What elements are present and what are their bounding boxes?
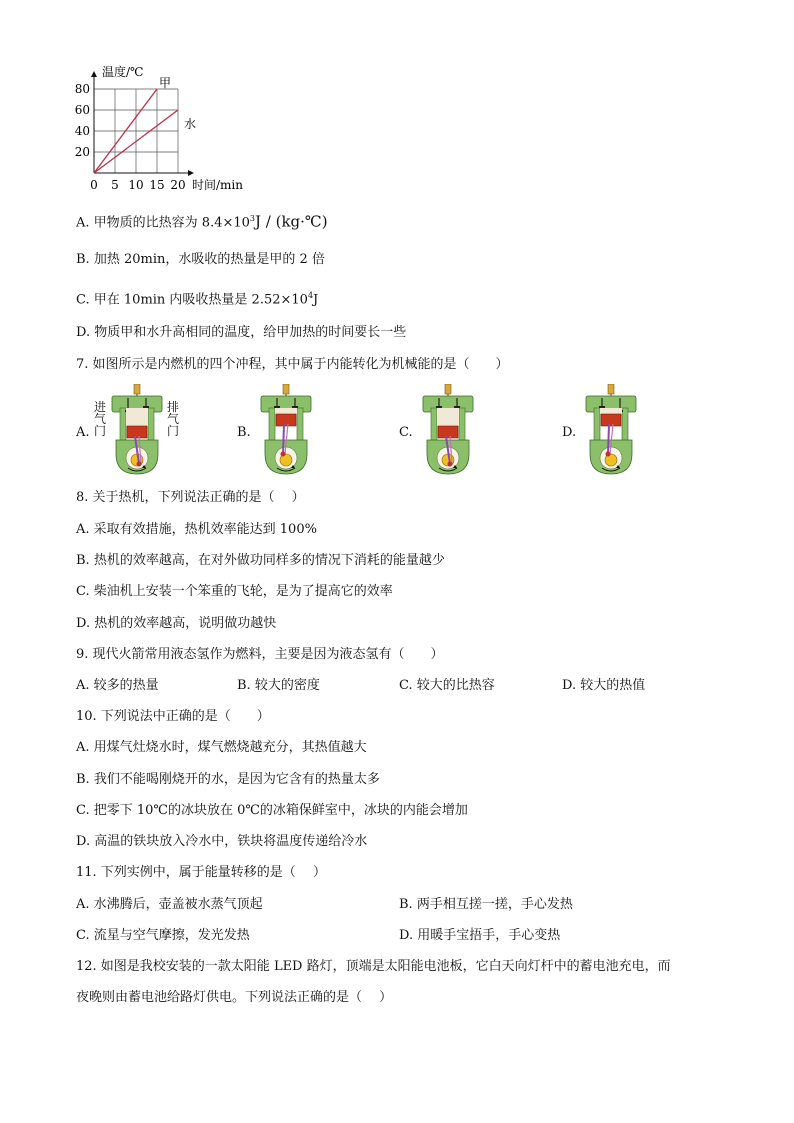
q10-option-c[interactable]: C. 把零下 10℃的冰块放在 0℃的冰箱保鲜室中，冰块的内能会增加 (76, 803, 468, 818)
intake-valve-icon (436, 406, 442, 408)
cylinder-wall-right (622, 408, 628, 444)
cylinder-wall-right (297, 408, 303, 444)
combustion-chamber (126, 408, 148, 426)
q6-option-a[interactable] (76, 210, 328, 232)
q8-option-d[interactable]: D. 热机的效率越高，说明做功越快 (76, 616, 277, 631)
y-tick-label: 40 (74, 124, 90, 138)
q9-option-d[interactable]: D. 较大的热值 (562, 678, 646, 693)
crank-pin-icon (606, 452, 611, 457)
q9-option-a[interactable]: A. 较多的热量 (76, 678, 159, 693)
chart-ticks (75, 82, 186, 192)
x-tick-label: 15 (149, 178, 165, 192)
cylinder-wall-left (594, 408, 600, 444)
q11-option-a[interactable]: A. 水沸腾后，壶盖被水蒸气顶起 (76, 897, 263, 912)
option-letter: A. (76, 215, 90, 231)
spark-plug (608, 384, 614, 394)
q12-stem-line-2: 夜晚则由蓄电池给路灯供电。下列说法正确的是（ ） (76, 990, 393, 1005)
cylinder-wall-left (269, 408, 275, 444)
connecting-rod (608, 424, 609, 454)
chart-axes (91, 71, 197, 176)
q8-option-a[interactable]: A. 采取有效措施，热机效率能达到 100% (76, 522, 317, 537)
q7-option-a[interactable]: A. (76, 425, 90, 440)
option-text-unit: J / (kg·℃) (255, 212, 328, 231)
y-tick-label: 80 (74, 82, 90, 96)
y-axis-arrow (91, 71, 97, 77)
q10-option-d[interactable]: D. 高温的铁块放入冷水中，铁块将温度传递给冷水 (76, 834, 368, 849)
option-letter: C. (76, 292, 90, 308)
chart-grid (94, 89, 178, 173)
q7-stem: 7. 如图所示是内燃机的四个冲程，其中属于内能转化为机械能的是（ ） (76, 357, 509, 372)
x-axis-arrow (188, 170, 194, 176)
piston-icon (127, 426, 147, 438)
combustion-chamber (437, 408, 459, 426)
crank-pin-icon (281, 452, 286, 457)
cylinder-wall-left (431, 408, 437, 444)
q9-option-c[interactable]: C. 较大的比热容 (399, 678, 495, 693)
option-letter: D. (76, 325, 91, 340)
engine-diagram-c (417, 384, 479, 476)
exhaust-valve-icon (143, 406, 149, 408)
spark-plug (445, 384, 451, 394)
y-tick-label: 20 (74, 145, 90, 159)
x-tick-label: 20 (170, 178, 186, 192)
q6-option-b[interactable] (76, 251, 325, 269)
engine-diagram-a (106, 384, 168, 476)
piston-icon (438, 426, 458, 438)
q10-option-a[interactable]: A. 用煤气灶烧水时，煤气燃烧越充分，其热值越大 (76, 740, 367, 755)
q11-option-b[interactable]: B. 两手相互搓一搓，手心发热 (399, 897, 573, 912)
q12-stem-line-1: 12. 如图是我校安装的一款太阳能 LED 路灯，顶端是太阳能电池板，它白天向灯杆中的蓄电池充电，而 (76, 959, 671, 974)
q7-option-c[interactable]: C. (399, 425, 413, 440)
piston-icon (276, 414, 296, 426)
q9-option-b[interactable]: B. 较大的密度 (237, 678, 320, 693)
spark-plug (134, 384, 140, 394)
q8-stem: 8. 关于热机，下列说法正确的是（ ） (76, 490, 305, 505)
q7-option-b[interactable]: B. (237, 425, 251, 440)
series-label-jia: 甲 (159, 76, 172, 90)
cylinder-wall-left (120, 408, 126, 444)
exhaust-valve-icon (454, 406, 460, 408)
option-text: 甲物质的比热容为 8.4×10 (93, 215, 250, 231)
q10-option-b[interactable]: B. 我们不能喝刚烧开的水，是因为它含有的热量太多 (76, 772, 380, 787)
combustion-chamber (600, 408, 622, 414)
option-text: 物质甲和水升高相同的温度，给甲加热的时间要长一些 (94, 325, 407, 340)
q8-option-c[interactable]: C. 柴油机上安装一个笨重的飞轮，是为了提高它的效率 (76, 584, 393, 599)
q9-stem: 9. 现代火箭常用液态氢作为燃料，主要是因为液态氢有（ ） (76, 647, 444, 662)
exhaust-valve-icon (292, 406, 298, 408)
q7-option-d[interactable]: D. (562, 425, 577, 440)
crank-pin-icon (448, 462, 453, 467)
engine-diagram-d (580, 384, 642, 476)
q10-stem: 10. 下列说法中正确的是（ ） (76, 709, 270, 724)
intake-valve-icon (274, 406, 280, 408)
q11-stem: 11. 下列实例中，属于能量转移的是（ ） (76, 865, 326, 880)
option-text: 加热 20min，水吸收的热量是甲的 2 倍 (93, 252, 325, 267)
q11-option-d[interactable]: D. 用暖手宝捂手，手心变热 (399, 928, 561, 943)
q6-option-c[interactable] (76, 287, 318, 309)
intake-valve-label: 进气门 (94, 400, 107, 438)
cylinder-wall-right (459, 408, 465, 444)
x-tick-label: 0 (90, 178, 98, 192)
crank-pin-icon (137, 462, 142, 467)
spark-plug (283, 384, 289, 394)
exhaust-valve-label: 排气门 (167, 400, 180, 438)
y-tick-label: 60 (74, 103, 90, 117)
x-tick-label: 5 (111, 178, 119, 192)
temperature-time-chart (66, 60, 266, 195)
option-letter: B. (76, 252, 90, 267)
combustion-chamber (275, 408, 297, 414)
series-label-shui: 水 (184, 117, 197, 131)
x-axis-label: 时间/min (192, 178, 243, 192)
cylinder-wall-right (148, 408, 154, 444)
option-text: 甲在 10min 内吸收热量是 2.52×10 (93, 292, 308, 308)
y-axis-label: 温度/℃ (102, 65, 144, 79)
q8-option-b[interactable]: B. 热机的效率越高，在对外做功同样多的情况下消耗的能量越少 (76, 553, 445, 568)
x-tick-label: 10 (128, 178, 144, 192)
piston-icon (601, 414, 621, 426)
q6-option-d[interactable] (76, 324, 406, 342)
engine-diagram-b (255, 384, 317, 476)
q11-option-c[interactable]: C. 流星与空气摩擦，发光发热 (76, 928, 250, 943)
connecting-rod (283, 424, 284, 454)
intake-valve-icon (599, 406, 605, 408)
option-text-unit: J (313, 292, 319, 308)
superscript: 4 (307, 291, 314, 300)
superscript: 3 (249, 214, 256, 223)
